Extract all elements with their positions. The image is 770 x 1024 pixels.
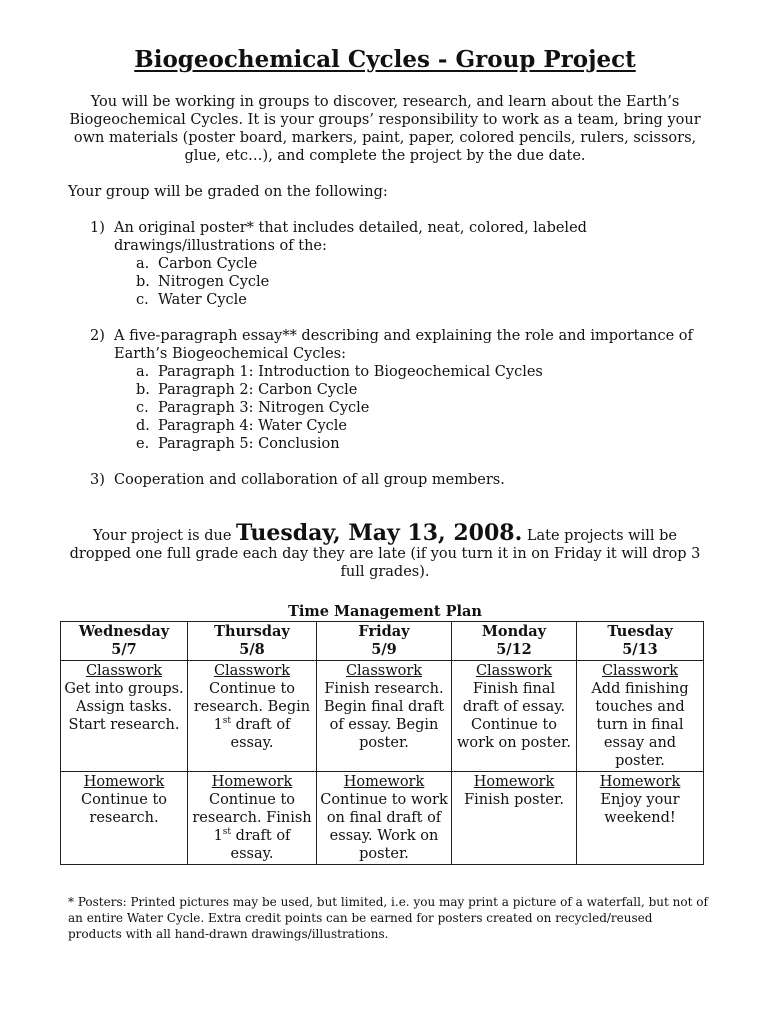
- day-name: Thursday: [214, 623, 290, 640]
- homework-text: Continue to research.: [80, 792, 168, 826]
- due-prefix: Your project is due: [93, 528, 237, 544]
- homework-label: Homework: [211, 774, 293, 790]
- classwork-label: Classwork: [85, 663, 163, 679]
- sublist-item: [114, 291, 710, 309]
- classwork-text: Finish final draft of essay. Continue to work on poster.: [457, 681, 571, 751]
- sublist-text: Water Cycle: [158, 292, 247, 308]
- day-date: 5/7: [111, 641, 137, 658]
- homework-cell: [317, 772, 452, 865]
- requirement-3: [90, 471, 710, 489]
- classwork-row: [61, 661, 704, 772]
- sublist-item: [114, 255, 710, 273]
- plan-title: Time Management Plan: [288, 603, 482, 620]
- day-header: [577, 622, 704, 661]
- sublist-letter: e.: [136, 436, 150, 452]
- day-header: [188, 622, 317, 661]
- homework-text: Continue to research. Finish 1st draft of essay.: [192, 792, 312, 862]
- day-name: Wednesday: [78, 623, 170, 640]
- homework-cell: [452, 772, 577, 865]
- classwork-cell: [452, 661, 577, 772]
- sublist-text: Carbon Cycle: [158, 256, 258, 272]
- day-date: 5/12: [496, 641, 532, 658]
- homework-cell: [188, 772, 317, 865]
- sublist-item: [114, 417, 710, 435]
- homework-text: Finish poster.: [464, 792, 564, 808]
- day-name: Friday: [358, 623, 410, 640]
- sublist-text: Nitrogen Cycle: [158, 274, 270, 290]
- sublist-item: [114, 381, 710, 399]
- requirement-number: 3): [90, 472, 105, 488]
- requirement-2: [90, 327, 710, 453]
- requirement-number: 1): [90, 220, 105, 236]
- table-header-row: [61, 622, 704, 661]
- day-date: 5/9: [371, 641, 397, 658]
- classwork-cell: [61, 661, 188, 772]
- homework-row: [61, 772, 704, 865]
- sublist-text: Paragraph 3: Nitrogen Cycle: [158, 400, 370, 416]
- sublist-letter: a.: [136, 256, 150, 272]
- day-header: [317, 622, 452, 661]
- sublist-text: Paragraph 1: Introduction to Biogeochemical Cycles: [158, 364, 543, 380]
- graded-intro: Your group will be graded on the following:: [68, 184, 388, 200]
- time-management-table: [60, 621, 704, 865]
- classwork-label: Classwork: [601, 663, 679, 679]
- sublist-letter: b.: [136, 382, 150, 398]
- homework-label: Homework: [473, 774, 555, 790]
- sublist-letter: d.: [136, 418, 150, 434]
- classwork-cell: [577, 661, 704, 772]
- day-header: [61, 622, 188, 661]
- day-header: [452, 622, 577, 661]
- requirement-sublist: [114, 255, 710, 309]
- classwork-cell: [188, 661, 317, 772]
- sublist-text: Paragraph 4: Water Cycle: [158, 418, 347, 434]
- requirement-text: A five-paragraph essay** describing and explaining the role and importance of Earth’s Biogeochemical Cycles:: [114, 328, 693, 362]
- sublist-item: [114, 399, 710, 417]
- classwork-text: Finish research. Begin final draft of essay. Begin poster.: [323, 681, 445, 751]
- classwork-text: Add finishing touches and turn in final essay and poster.: [591, 681, 689, 769]
- classwork-label: Classwork: [213, 663, 291, 679]
- homework-cell: [61, 772, 188, 865]
- homework-label: Homework: [343, 774, 425, 790]
- day-name: Tuesday: [607, 623, 673, 640]
- classwork-text: Continue to research. Begin 1st draft of essay.: [193, 681, 311, 751]
- homework-cell: [577, 772, 704, 865]
- sublist-item: [114, 363, 710, 381]
- day-date: 5/8: [239, 641, 265, 658]
- due-date-paragraph: [68, 520, 702, 581]
- sublist-letter: c.: [136, 292, 149, 308]
- classwork-label: Classwork: [475, 663, 553, 679]
- page-title: Biogeochemical Cycles - Group Project: [134, 46, 636, 73]
- homework-text: Enjoy your weekend!: [600, 792, 680, 826]
- sublist-text: Paragraph 5: Conclusion: [158, 436, 340, 452]
- requirement-1: [90, 219, 710, 309]
- poster-footnote: * Posters: Printed pictures may be used, but limited, i.e. you may print a picture of a waterfall, but not of an entire Water Cycle. Extra credit points can be earned for posters created on recycled/reused products with all hand-drawn drawings/illustrations.: [68, 895, 708, 941]
- sublist-item: [114, 273, 710, 291]
- homework-label: Homework: [83, 774, 165, 790]
- sublist-letter: a.: [136, 364, 150, 380]
- day-date: 5/13: [622, 641, 658, 658]
- classwork-cell: [317, 661, 452, 772]
- requirement-sublist: [114, 363, 710, 453]
- sublist-text: Paragraph 2: Carbon Cycle: [158, 382, 358, 398]
- homework-text: Continue to work on final draft of essay. Work on poster.: [320, 792, 448, 862]
- requirement-text: Cooperation and collaboration of all group members.: [114, 472, 505, 488]
- requirement-number: 2): [90, 328, 105, 344]
- sublist-item: [114, 435, 710, 453]
- classwork-label: Classwork: [345, 663, 423, 679]
- day-name: Monday: [481, 623, 547, 640]
- sublist-letter: b.: [136, 274, 150, 290]
- homework-label: Homework: [599, 774, 681, 790]
- due-suffix: Late projects will be dropped one full grade each day they are late (if you turn it in on Friday it will drop 3 full grades).: [69, 528, 701, 580]
- classwork-text: Get into groups. Assign tasks. Start research.: [64, 681, 184, 733]
- requirement-text: An original poster* that includes detailed, neat, colored, labeled drawings/illustrations of the:: [114, 220, 587, 254]
- due-date: Tuesday, May 13, 2008.: [236, 520, 523, 546]
- intro-paragraph: You will be working in groups to discover, research, and learn about the Earth’s Biogeochemical Cycles. It is your groups’ responsibility to work as a team, bring your own materials (poster board, markers, paint, paper, colored pencils, rulers, scissors, glue, etc…), and complete the project by the due date.: [69, 94, 701, 164]
- sublist-letter: c.: [136, 400, 149, 416]
